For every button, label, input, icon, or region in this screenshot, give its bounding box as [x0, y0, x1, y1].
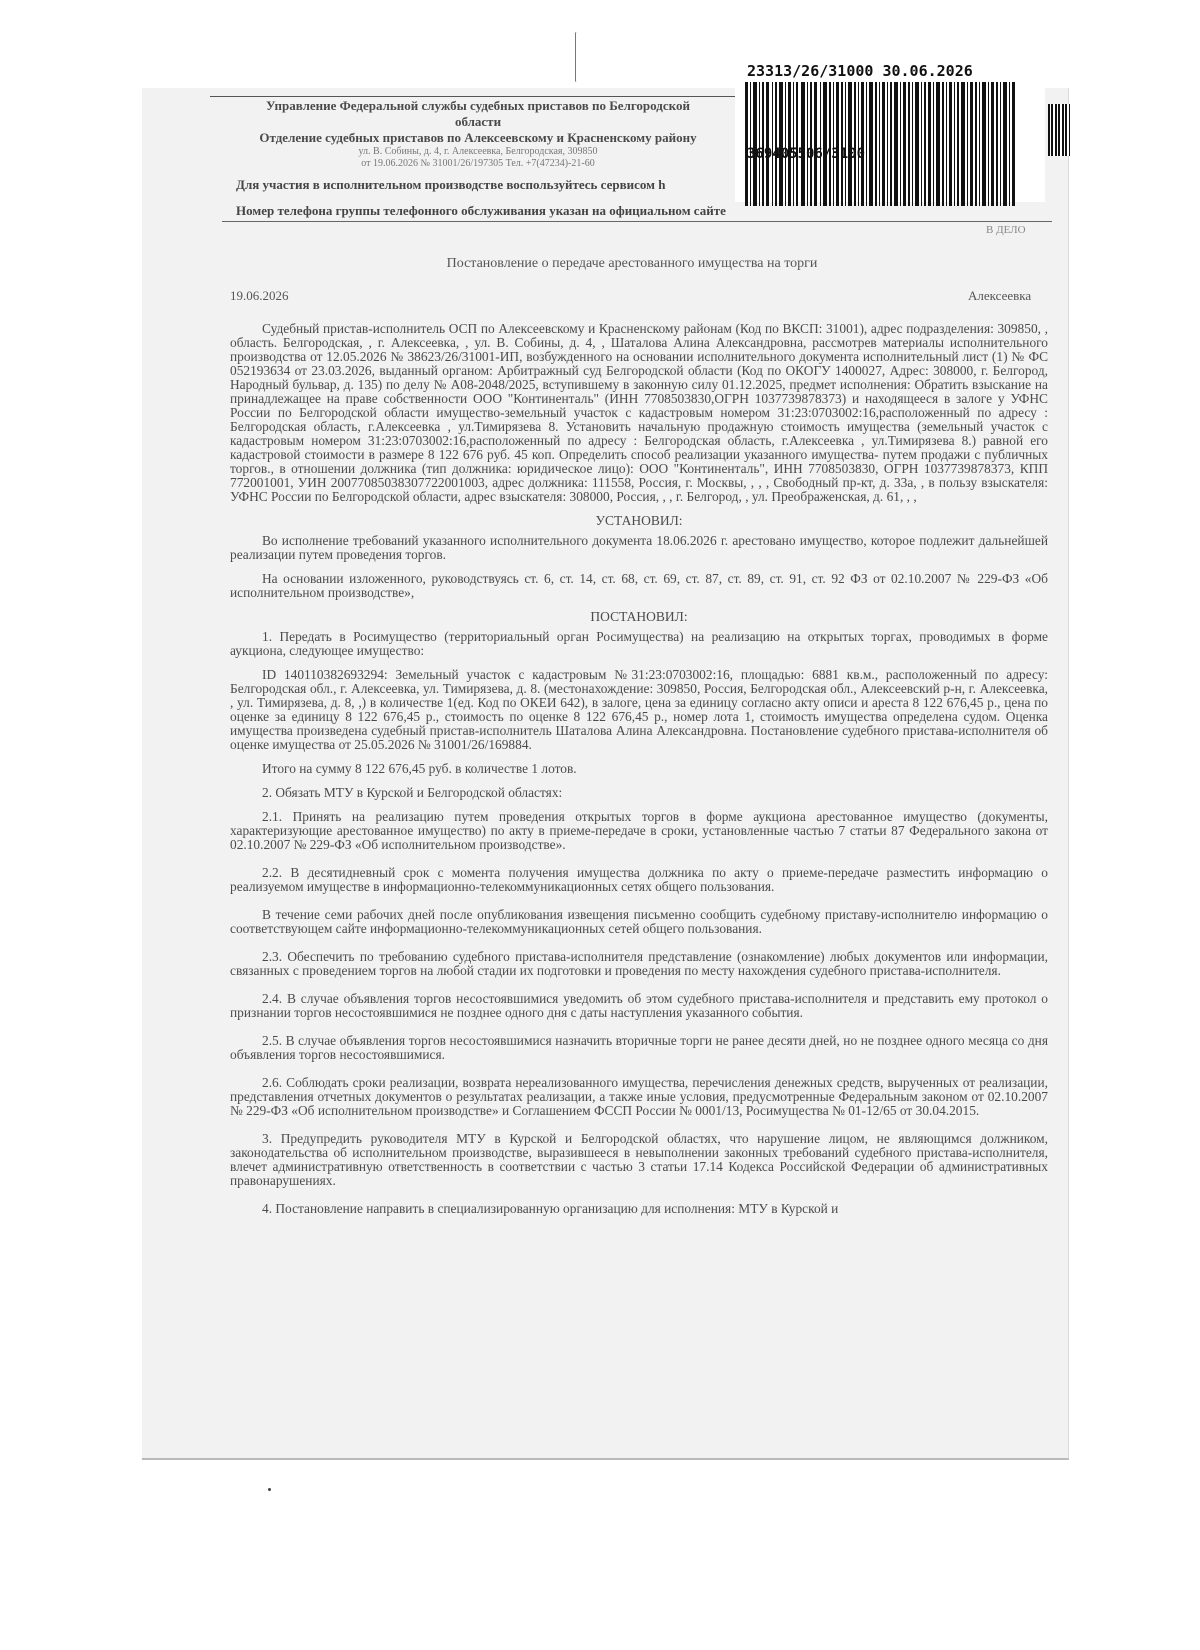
barcode-icon [745, 82, 1015, 206]
item-2-5: 2.5. В случае объявления торгов несостоявшимися назначить вторичные торги не ранее десяти дней, но не позднее одного месяца со дня объявления торгов несостоявшимися. [230, 1033, 1048, 1062]
total-line: Итого на сумму 8 122 676,45 руб. в количестве 1 лотов. [262, 761, 577, 776]
registration-stamp [735, 54, 1045, 202]
intro-paragraph: Судебный пристав-исполнитель ОСП по Алексеевскому и Красненскому районам (Код по ВКСП: 31001), адрес подразделения: 309850, , область. Белгородская, , г. Алексеевка, , ул. В. Собины, д. 4, , Шаталова Алина Александровна, рассмотрев материалы исполнительного производства от 12.05.2026 № 38623/26/31001-ИП, возбужденного на основании исполнительного документа исполнительный лист (1) № ФС 052193634 от 23.03.2026, выданный органом: Арбитражный суд Белгородской области (Код по ОКОГУ 1400027, Адрес: 308000, г. Белгород, Народный бульвар, д. 135) по делу № А08-2048/2025, вступившему в законную силу 01.12.2025, предмет исполнения: Обратить взыскание на принадлежащее на праве собственности ООО "Континенталь" (ИНН 7708503830,ОГРН 1037739878373) и находящееся в залоге у УФНС России по Белгородской области имущество-земельный участок с кадастровым номером 31:23:0703002:16,расположенный по адресу : Белгородская область, г.Алексеевка , ул.Тимирязева 8. Установить начальную продажную стоимость имущества (земельный участок с кадастровым номером 31:23:0703002:16,расположенный по адресу : Белгородская область, г.Алексеевка , ул.Тимирязева 8.) равной его кадастровой стоимости в размере 8 122 676 руб. 45 коп. Определить способ реализации указанного имущества- путем продажи с публичных торгов., в отношении должника (тип должника: юридическое лицо): ООО "Континенталь", ИНН 7708503830, ОГРН 1037739878373, КПП 772001001, УИН 20077085038307722001003, адрес должника: 111558, Россия, г. Москвы, , , , Свободный пр-кт, д. 33а, , в пользу взыскателя: УФНС России по Белгородской области, адрес взыскателя: 308000, Россия, , , г. Белгород, , ул. Преображенская, д. 61, , , [230, 321, 1048, 504]
phone-notice: Номер телефона группы телефонного обслуживания указан на официальном сайте [236, 203, 726, 218]
grounds-paragraph: На основании изложенного, руководствуясь ст. 6, ст. 14, ст. 68, ст. 69, ст. 87, ст. 89, ст. 91, ст. 92 ФЗ от 02.10.2007 № 229-ФЗ «Об исполнительном производстве», [230, 571, 1048, 600]
item-2-3: 2.3. Обеспечить по требованию судебного пристава-исполнителя представление (ознакомление) любых документов или информации, связанных с проведением торгов на любой стадии их подготовки и проведения по месту нахождения судебного пристава-исполнителя. [230, 949, 1048, 978]
scan-pen-mark [575, 32, 578, 82]
stamp-registration-number: 23313/26/31000 30.06.2026 [747, 62, 973, 80]
authority-region: области [454, 114, 502, 129]
item-2-6: 2.6. Соблюдать сроки реализации, возврата нереализованного имущества, перечисления денежных средств, вырученных от реализации, представления отчетных документов о результатах реализации, а также иные условия, предусмотренные Федеральным законом от 02.10.2007 № 229-ФЗ «Об исполнительном производстве» и Соглашением ФССП России № 0001/13, Росимущества № 01-12/65 от 30.04.2015. [230, 1075, 1048, 1118]
item-2-2-notice: В течение семи рабочих дней после опубликования извещения письменно сообщить судебному приставу-исполнителю информацию о соответствующем сайте информационно-телекоммуникационных сетей общего пользования. [230, 907, 1048, 936]
item-4: 4. Постановление направить в специализированную организацию для исполнения: МТУ в Курской и [262, 1201, 839, 1216]
document-date: 19.06.2026 [230, 288, 289, 303]
authority-name: Управление Федеральной службы судебных приставов по Белгородской [266, 98, 690, 113]
service-notice: Для участия в исполнительном производстве воспользуйтесь сервисом h [236, 177, 666, 192]
edge-barcode-fragment [1048, 104, 1070, 156]
established-paragraph: Во исполнение требований указанного исполнительного документа 18.06.2026 г. арестовано имущество, которое подлежит дальнейшей реализации путем проведения торгов. [230, 533, 1048, 562]
document-body [230, 322, 1048, 1226]
registration-line: от 19.06.2026 № 31001/26/197305 Тел. +7(47234)-21-60 [361, 158, 595, 169]
established-heading: УСТАНОВИЛ: [595, 513, 683, 528]
item-1: 1. Передать в Росимущество (территориальный орган Росимущества) на реализацию на открытых торгах, проводимых в форме аукциона, следующее имущество: [230, 629, 1048, 658]
item-3: 3. Предупредить руководителя МТУ в Курской и Белгородской областях, что нарушение лицом, не являющимся должником, законодательства об исполнительном производстве, выразившееся в невыполнении законных требований судебного пристава-исполнителя, влечет административную ответственность в соответствии с частью 3 статьи 17.14 Кодекса Российской Федерации об административных правонарушениях. [230, 1131, 1048, 1188]
header-bottom-rule [222, 221, 1052, 222]
header-top-rule [210, 96, 740, 97]
item-2-2: 2.2. В десятидневный срок с момента получения имущества должника по акту о приеме-передаче разместить информацию о реализуемом имуществе в информационно-телекоммуникационных сетях общего пользования. [230, 865, 1048, 894]
resolved-heading: ПОСТАНОВИЛ: [590, 609, 688, 624]
item-2-1: 2.1. Принять на реализацию путем проведения открытых торгов в форме аукциона арестованное имущество (документы, характеризующие арестованное имущество) по акту в приеме-передаче в сроки, установленные частью 7 статьи 87 Федерального закона от 02.10.2007 № 229-ФЗ «Об исполнительном производстве». [230, 809, 1048, 852]
department-address: ул. В. Собины, д. 4, г. Алексеевка, Белгородская, 309850 [358, 146, 598, 157]
scan-dot [268, 1488, 271, 1491]
item-2: 2. Обязать МТУ в Курской и Белгородской областях: [262, 785, 563, 800]
in-case-mark: В ДЕЛО [986, 224, 1026, 236]
document-place: Алексеевка [968, 288, 1032, 303]
letterhead [218, 98, 738, 170]
document-title: Постановление о передаче арестованного имущества на торги [446, 256, 818, 271]
property-description: ID 140110382693294: Земельный участок с кадастровым №31:23:0703002:16, площадью: 6881 кв.м., расположенный по адресу: Белгородская обл., г. Алексеевка, ул. Тимирязева, д. 8. (местонахождение: 309850, Россия, Белгородская обл., Алексеевский р-н, г. Алексеевка, , ул. Тимирязева, д. 8, ,) в количестве 1(ед. Код по ОКЕИ 642), в залоге, цена за единицу согласно акту описи и ареста 8 122 676,45 р., цена по оценке за единицу 8 122 676,45 р., стоимость по оценке 8 122 676,45 р., номер лота 1, стоимость имущества определена судом. Оценка имущества произведена судебный пристав-исполнитель Шаталова Алина Александровна. Постановление судебного пристава-исполнителя об оценке имущества от 25.05.2026 № 31001/26/169884. [230, 667, 1048, 752]
item-2-4: 2.4. В случае объявления торгов несостоявшимися уведомить об этом судебного пристава-исполнителя и представить ему протокол о признании торгов несостоявшимися не позднее одного дня с даты наступления указанного события. [230, 991, 1048, 1020]
barcode-number: 369405506/3100 [747, 146, 866, 162]
department-name: Отделение судебных приставов по Алексеевскому и Красненскому району [259, 130, 697, 145]
